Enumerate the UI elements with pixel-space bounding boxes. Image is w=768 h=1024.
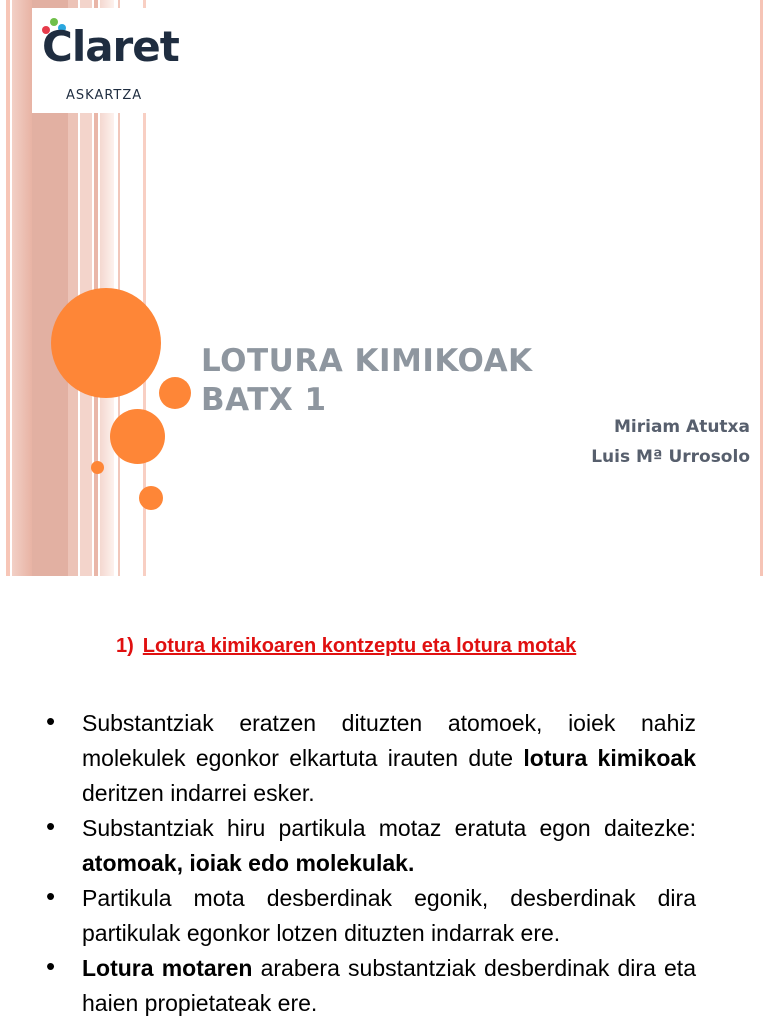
bullet-text: Substantziak hiru partikula motaz eratuta egon daitezke:: [82, 815, 696, 841]
decor-circle: [91, 461, 104, 474]
decor-circle: [110, 409, 165, 464]
decor-circle: [159, 377, 191, 409]
bullet-icon: •: [46, 951, 56, 981]
title-line-2: BATX 1: [201, 382, 327, 418]
bullet-icon: •: [46, 811, 56, 841]
bullet-text: Substantziak eratzen dituzten atomoek, ioiek nahiz molekulek egonkor elkartuta irauten dute: [82, 710, 696, 771]
content-slide: [0, 576, 768, 1024]
bullet-text: arabera substantziak desberdinak dira eta haien propietateak ere.: [82, 955, 696, 1016]
section-heading: [116, 635, 576, 658]
claret-logo: [32, 8, 179, 113]
bullet-icon: •: [46, 706, 56, 736]
authors: [591, 412, 750, 472]
title-line-1: LOTURA KIMIKOAK: [201, 343, 533, 379]
list-item: [46, 951, 696, 1021]
bullet-bold-text: Lotura motaren: [82, 955, 253, 981]
list-item: [46, 881, 696, 951]
bullet-bold-text: lotura kimikoak: [523, 745, 696, 771]
decor-stripe: [760, 0, 763, 576]
logo-sub-text: ASKARTZA: [66, 88, 143, 103]
bullet-icon: •: [46, 881, 56, 911]
heading-number: 1): [116, 635, 134, 657]
slide-title: [201, 342, 533, 420]
decor-stripe: [6, 0, 10, 576]
bullet-bold-text: atomoak, ioiak edo molekulak.: [82, 850, 415, 876]
author-1: Miriam Atutxa: [613, 417, 750, 437]
bullet-text: deritzen indarrei esker.: [82, 780, 315, 806]
heading-text: Lotura kimikoaren kontzeptu eta lotura motak: [142, 635, 577, 657]
bullet-list: [46, 706, 696, 1021]
logo-brand-text: Claret: [42, 22, 179, 71]
author-2: Luis Mª Urrosolo: [591, 447, 750, 467]
list-item: [46, 811, 696, 881]
decor-stripe: [12, 0, 32, 576]
bullet-text: Partikula mota desberdinak egonik, desberdinak dira partikulak egonkor lotzen dituzten indarrak ere.: [82, 885, 696, 946]
decor-circle: [51, 288, 161, 398]
decor-circle: [139, 486, 163, 510]
list-item: [46, 706, 696, 811]
